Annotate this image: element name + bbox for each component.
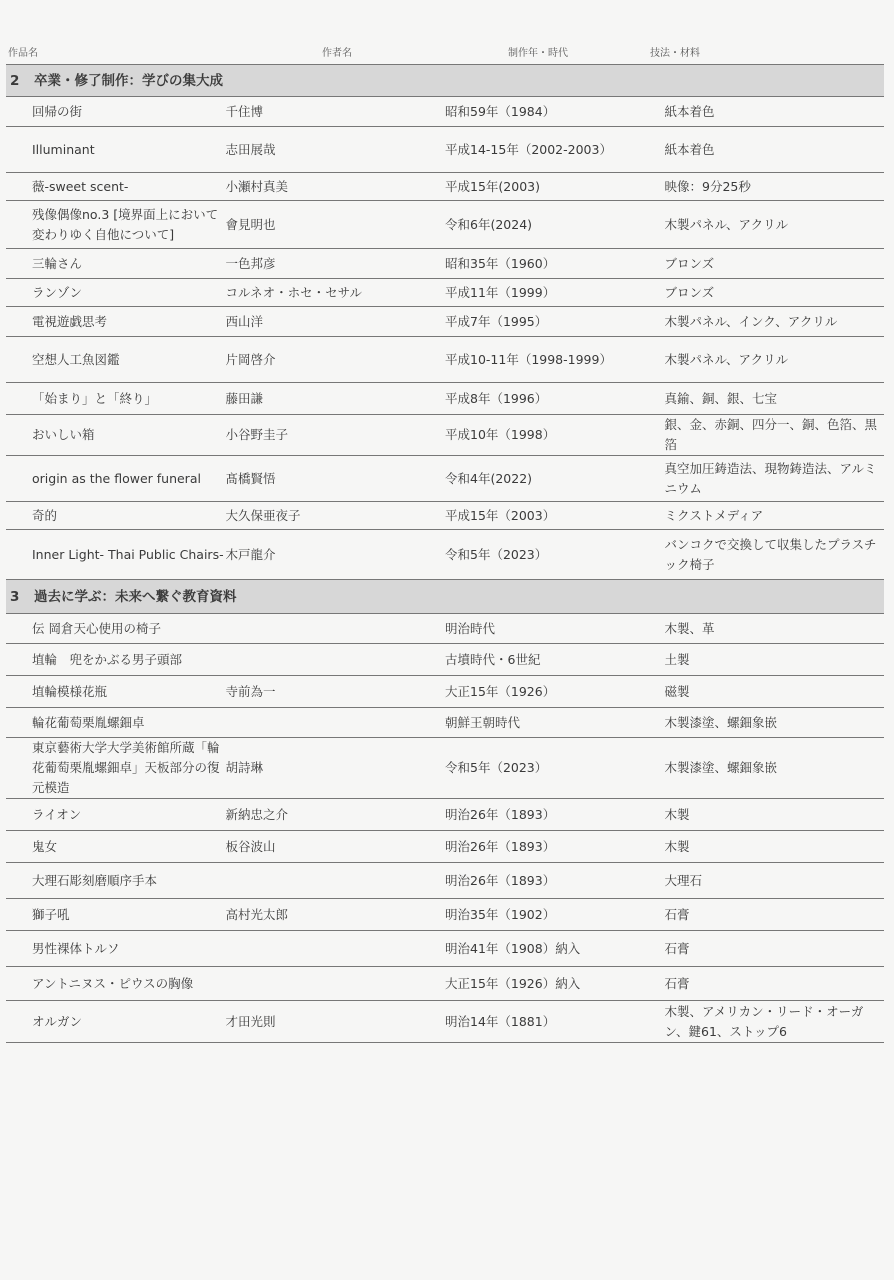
cell-year: 令和5年（2023） [445, 530, 665, 580]
table-row [6, 967, 884, 1001]
cell-title: 鬼女 [6, 831, 226, 863]
table-row [6, 279, 884, 307]
table-row [6, 738, 884, 799]
cell-medium: 土製 [665, 644, 885, 676]
cell-artist: 會見明也 [226, 201, 446, 249]
cell-year: 令和4年(2022) [445, 456, 665, 502]
cell-year: 平成14-15年（2002-2003） [445, 127, 665, 173]
table-row [6, 614, 884, 644]
cell-medium: 大理石 [665, 863, 885, 899]
column-header-medium: 技法・材料 [650, 48, 700, 59]
table-row [6, 456, 884, 502]
section-title: 卒業・修了制作：学びの集大成 [34, 72, 223, 89]
cell-year: 平成15年（2003） [445, 502, 665, 530]
table-row [6, 201, 884, 249]
cell-artist: 寺前為一 [226, 676, 446, 708]
cell-medium: 木製パネル、インク、アクリル [665, 307, 885, 337]
cell-medium: 木製パネル、アクリル [665, 337, 885, 383]
cell-artist: 小瀬村真美 [226, 173, 446, 201]
cell-title: 埴輪模様花瓶 [6, 676, 226, 708]
cell-year: 明治時代 [445, 614, 665, 644]
table-row [6, 249, 884, 279]
cell-year: 昭和59年（1984） [445, 97, 665, 127]
cell-title: 薇-sweet scent- [6, 173, 226, 201]
cell-title: ランゾン [6, 279, 226, 307]
cell-artist: 藤田謙 [226, 383, 446, 415]
cell-medium: 映像：9分25秒 [665, 173, 885, 201]
cell-year: 明治35年（1902） [445, 899, 665, 931]
cell-year: 明治26年（1893） [445, 831, 665, 863]
cell-medium: 石膏 [665, 967, 885, 1001]
cell-medium: 紙本着色 [665, 127, 885, 173]
cell-artist [226, 614, 446, 644]
table-row [6, 676, 884, 708]
cell-artist: 一色邦彦 [226, 249, 446, 279]
cell-year: 令和6年(2024) [445, 201, 665, 249]
cell-title: 残像偶像no.3 [境界面上において変わりゆく自他について] [6, 201, 226, 249]
cell-year: 明治26年（1893） [445, 799, 665, 831]
table-row [6, 337, 884, 383]
cell-title: 「始まり」と「終り」 [6, 383, 226, 415]
cell-year: 平成8年（1996） [445, 383, 665, 415]
cell-year: 古墳時代・6世紀 [445, 644, 665, 676]
table-row [6, 97, 884, 127]
cell-medium: 木製、アメリカン・リード・オーガン、鍵61、ストップ6 [665, 1001, 885, 1043]
cell-artist: 板谷波山 [226, 831, 446, 863]
cell-medium: 石膏 [665, 931, 885, 967]
cell-title: アントニヌス・ピウスの胸像 [6, 967, 226, 1001]
cell-title: 空想人工魚図鑑 [6, 337, 226, 383]
table-row [6, 931, 884, 967]
cell-title: 獅子吼 [6, 899, 226, 931]
table-row [6, 383, 884, 415]
cell-year: 朝鮮王朝時代 [445, 708, 665, 738]
cell-artist: 才田光則 [226, 1001, 446, 1043]
table-row [6, 307, 884, 337]
cell-year: 平成15年(2003) [445, 173, 665, 201]
cell-year: 昭和35年（1960） [445, 249, 665, 279]
cell-medium: 木製、革 [665, 614, 885, 644]
cell-medium: 木製 [665, 799, 885, 831]
cell-artist: 西山洋 [226, 307, 446, 337]
cell-title: 輪花葡萄栗胤螺鈿卓 [6, 708, 226, 738]
cell-year: 平成10-11年（1998-1999） [445, 337, 665, 383]
cell-medium: 銀、金、赤銅、四分一、銅、色箔、黒箔 [665, 415, 885, 456]
cell-title: 東京藝術大学大学美術館所蔵「輪花葡萄栗胤螺鈿卓」天板部分の復元模造 [6, 738, 226, 799]
column-header-year: 制作年・時代 [508, 48, 568, 59]
cell-title: 男性裸体トルソ [6, 931, 226, 967]
cell-artist [226, 931, 446, 967]
cell-year: 明治41年（1908）納入 [445, 931, 665, 967]
cell-artist [226, 644, 446, 676]
section-header-cell [6, 65, 884, 97]
cell-artist: 千住博 [226, 97, 446, 127]
table-row [6, 644, 884, 676]
cell-title: 三輪さん [6, 249, 226, 279]
cell-title: 奇的 [6, 502, 226, 530]
cell-year: 令和5年（2023） [445, 738, 665, 799]
cell-title: 大理石彫刻磨順序手本 [6, 863, 226, 899]
cell-medium: ブロンズ [665, 279, 885, 307]
cell-medium: 木製パネル、アクリル [665, 201, 885, 249]
section-number: 3 [10, 588, 20, 605]
column-header-title: 作品名 [8, 48, 38, 59]
cell-artist: 胡詩琳 [226, 738, 446, 799]
cell-title: Inner Light- Thai Public Chairs- [6, 530, 226, 580]
section-header [6, 580, 884, 614]
cell-artist: 新納忠之介 [226, 799, 446, 831]
cell-artist: 髙橋賢悟 [226, 456, 446, 502]
cell-title: origin as the flower funeral [6, 456, 226, 502]
cell-medium: バンコクで交換して収集したプラスチック椅子 [665, 530, 885, 580]
table-row [6, 530, 884, 580]
column-header-artist: 作者名 [322, 48, 352, 59]
cell-year: 大正15年（1926） [445, 676, 665, 708]
cell-title: Illuminant [6, 127, 226, 173]
cell-title: ライオン [6, 799, 226, 831]
cell-artist: 木戸龍介 [226, 530, 446, 580]
cell-medium: 真空加圧鋳造法、現物鋳造法、アルミニウム [665, 456, 885, 502]
table-row [6, 831, 884, 863]
cell-artist: 志田展哉 [226, 127, 446, 173]
column-header-row [0, 44, 894, 58]
cell-year: 大正15年（1926）納入 [445, 967, 665, 1001]
cell-year: 明治26年（1893） [445, 863, 665, 899]
cell-artist [226, 708, 446, 738]
works-table [6, 64, 884, 1043]
table-row [6, 1001, 884, 1043]
cell-year: 平成7年（1995） [445, 307, 665, 337]
table-row [6, 502, 884, 530]
cell-artist: 片岡啓介 [226, 337, 446, 383]
section-header [6, 65, 884, 97]
cell-year: 平成11年（1999） [445, 279, 665, 307]
cell-title: 埴輪 兜をかぶる男子頭部 [6, 644, 226, 676]
cell-medium: 磁製 [665, 676, 885, 708]
cell-medium: 紙本着色 [665, 97, 885, 127]
cell-title: 電視遊戯思考 [6, 307, 226, 337]
cell-medium: 木製 [665, 831, 885, 863]
section-header-cell [6, 580, 884, 614]
cell-year: 明治14年（1881） [445, 1001, 665, 1043]
section-number: 2 [10, 72, 20, 89]
cell-medium: ブロンズ [665, 249, 885, 279]
cell-artist [226, 863, 446, 899]
cell-artist: 小谷野圭子 [226, 415, 446, 456]
table-row [6, 415, 884, 456]
cell-artist [226, 967, 446, 1001]
table-row [6, 899, 884, 931]
table-row [6, 127, 884, 173]
cell-title: 伝 岡倉天心使用の椅子 [6, 614, 226, 644]
table-row [6, 863, 884, 899]
cell-medium: 真鍮、銅、銀、七宝 [665, 383, 885, 415]
cell-artist: コルネオ・ホセ・セサル [226, 279, 446, 307]
table-row [6, 708, 884, 738]
cell-artist: 高村光太郎 [226, 899, 446, 931]
section-title: 過去に学ぶ：未来へ繋ぐ教育資料 [34, 588, 237, 605]
cell-title: 回帰の街 [6, 97, 226, 127]
cell-year: 平成10年（1998） [445, 415, 665, 456]
cell-medium: 木製漆塗、螺鈿象嵌 [665, 738, 885, 799]
cell-title: オルガン [6, 1001, 226, 1043]
cell-artist: 大久保亜夜子 [226, 502, 446, 530]
cell-medium: 石膏 [665, 899, 885, 931]
table-row [6, 173, 884, 201]
cell-title: おいしい箱 [6, 415, 226, 456]
cell-medium: 木製漆塗、螺鈿象嵌 [665, 708, 885, 738]
table-row [6, 799, 884, 831]
cell-medium: ミクストメディア [665, 502, 885, 530]
